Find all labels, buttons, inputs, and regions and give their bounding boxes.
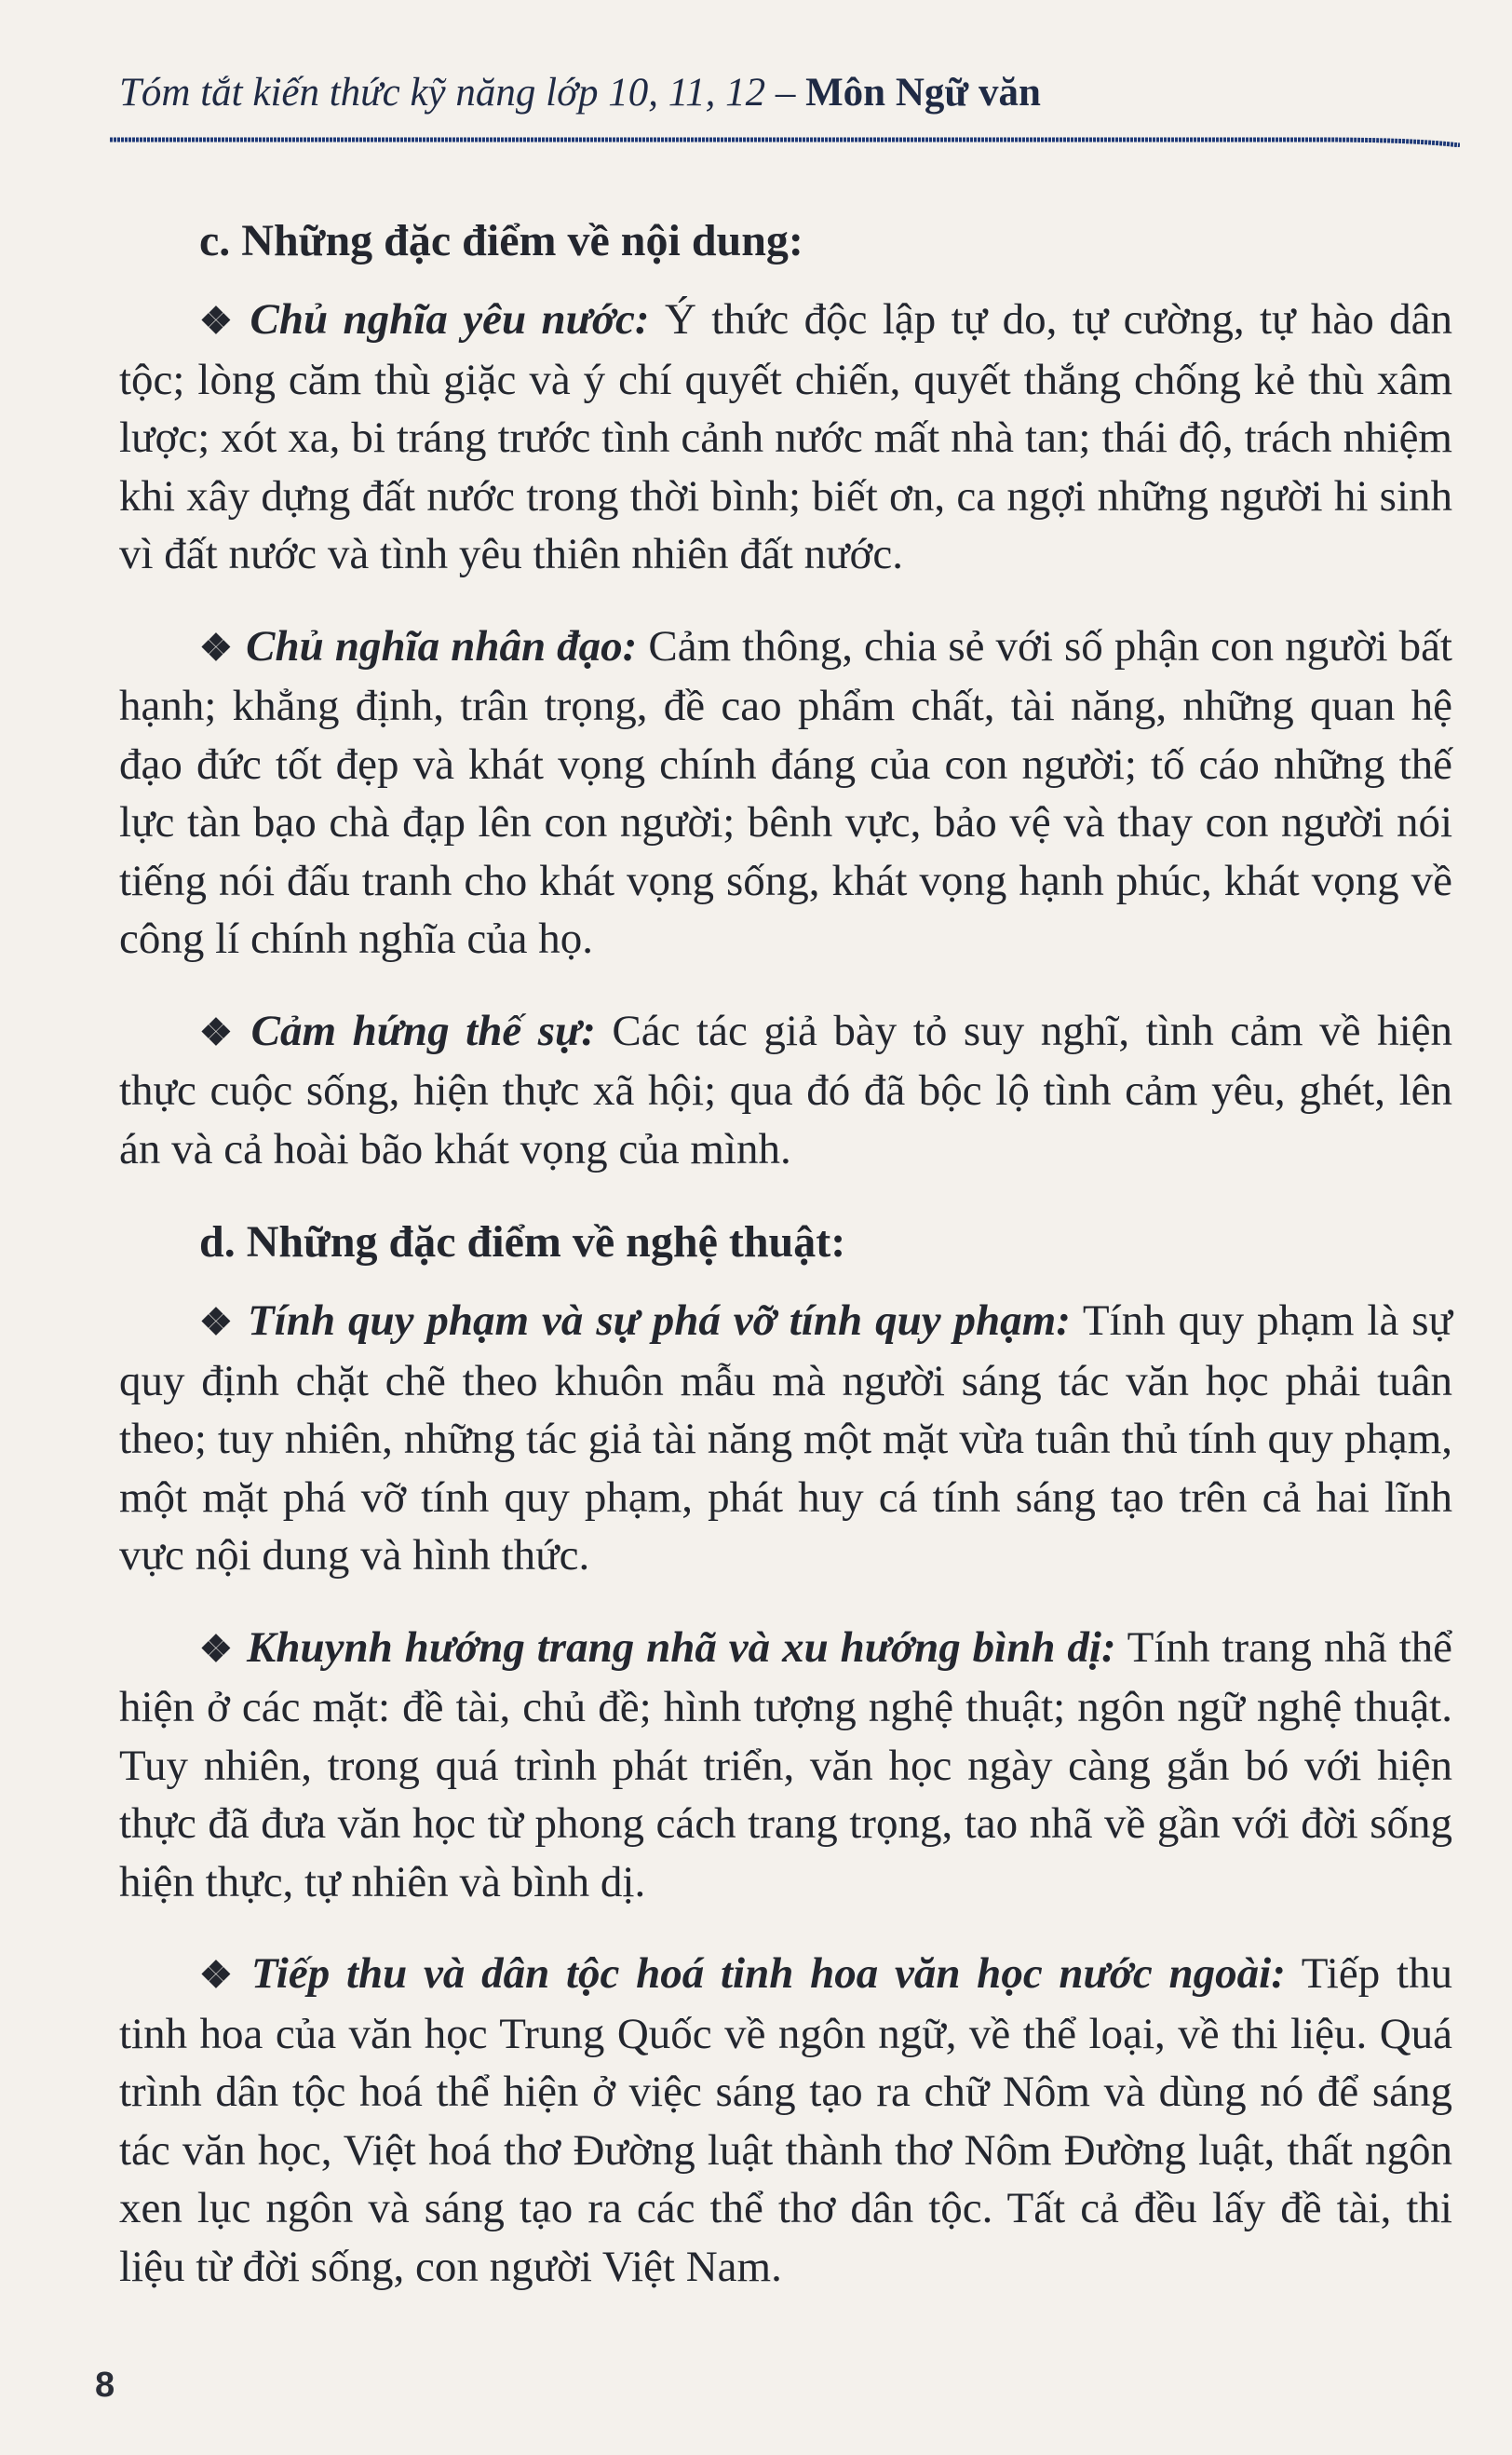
item-text: Tính quy phạm là sự quy định chặt chẽ theo khuôn mẫu mà người sáng tác văn học phải tuân theo; tuy nhiên, những tác giả tài năng một mặt vừa tuân thủ tính quy phạm, một mặt phá vỡ tính quy phạm, phát huy cá tính sáng tạo trên cả hai lĩnh vực nội dung và hình thức. <box>119 1296 1452 1580</box>
list-item-elegance-simplicity <box>119 1619 1452 1912</box>
section-heading: c. Những đặc điểm về nội dung: <box>199 216 803 265</box>
section-heading: d. Những đặc điểm về nghệ thuật: <box>199 1217 846 1267</box>
running-header <box>119 65 1441 121</box>
item-text: Ý thức độc lập tự do, tự cường, tự hào dân tộc; lòng căm thù giặc và ý chí quyết chiến, quyết thắng chống kẻ thù xâm lược; xót xa, bi tráng trước tình cảnh nước mất nhà tan; thái độ, trách nhiệm khi xây dựng đất nước trong thời bình; biết ơn, ca ngợi những người hi sinh vì đất nước và tình yêu thiên nhiên đất nước. <box>119 295 1453 578</box>
item-term: Chủ nghĩa nhân đạo: <box>246 621 638 671</box>
list-item-foreign-influence <box>119 1945 1452 2296</box>
list-item-humanism <box>119 617 1452 969</box>
list-item-worldly-inspiration <box>119 1002 1452 1179</box>
diamond-bullet-icon: ❖ <box>199 1954 238 1996</box>
diamond-bullet-icon: ❖ <box>199 1010 238 1053</box>
series-title: Tóm tắt kiến thức kỹ năng lớp 10, 11, 12 <box>119 71 766 115</box>
diamond-bullet-icon: ❖ <box>199 1301 236 1343</box>
subject-title: Môn Ngữ văn <box>805 71 1041 115</box>
page-number: 8 <box>95 2366 115 2405</box>
list-item-conventionality <box>119 1292 1452 1585</box>
item-text: Tiếp thu tinh hoa của văn học Trung Quốc về ngôn ngữ, về thể loại, về thi liệu. Quá trình dân tộc hoá thể hiện ở việc sáng tạo ra chữ Nôm và dùng nó để sáng tác văn học, Việt hoá thơ Đường luật thành thơ Nôm Đường luật, thất ngôn xen lục ngôn và sáng tạo ra các thể thơ dân tộc. Tất cả đều lấy đề tài, thi liệu từ đời sống, con người Việt Nam. <box>119 1949 1453 2291</box>
section-content-features <box>119 210 1452 1178</box>
item-text: Tính trang nhã thể hiện ở các mặt: đề tài, chủ đề; hình tượng nghệ thuật; ngôn ngữ nghệ thuật. Tuy nhiên, trong quá trình phát triển, văn học ngày càng gắn bó với hiện thực đã đưa văn học từ phong cách trang trọng, tao nhã về gần với đời sống hiện thực, tự nhiên và bình dị. <box>119 1622 1452 1906</box>
diamond-bullet-icon: ❖ <box>199 1627 235 1670</box>
page-content <box>119 210 1452 2329</box>
item-term: Khuynh hướng trang nhã và xu hướng bình dị: <box>247 1622 1116 1672</box>
diamond-bullet-icon: ❖ <box>199 626 234 669</box>
header-separator: – <box>765 71 806 115</box>
item-term: Cảm hứng thế sự: <box>250 1006 596 1055</box>
item-term: Tiếp thu và dân tộc hoá tinh hoa văn học nước ngoài: <box>250 1949 1286 1998</box>
header-rule <box>110 136 1460 147</box>
diamond-bullet-icon: ❖ <box>199 300 237 342</box>
item-text: Các tác giả bày tỏ suy nghĩ, tình cảm về hiện thực cuộc sống, hiện thực xã hội; qua đó đã bộc lộ tình cảm yêu, ghét, lên án và cả hoài bão khát vọng của mình. <box>119 1006 1452 1173</box>
section-artistic-features <box>119 1212 1452 2296</box>
item-term: Chủ nghĩa yêu nước: <box>250 295 650 344</box>
item-text: Cảm thông, chia sẻ với số phận con người bất hạnh; khẳng định, trân trọng, đề cao phẩm chất, tài năng, những quan hệ đạo đức tốt đẹp và khát vọng chính đáng của con người; tố cáo những thế lực tàn bạo chà đạp lên con người; bênh vực, bảo vệ và thay con người nói tiếng nói đấu tranh cho khát vọng sống, khát vọng hạnh phúc, khát vọng về công lí chính nghĩa của họ. <box>119 621 1452 963</box>
item-term: Tính quy phạm và sự phá vỡ tính quy phạm: <box>248 1296 1071 1345</box>
list-item-patriotism <box>119 291 1452 584</box>
